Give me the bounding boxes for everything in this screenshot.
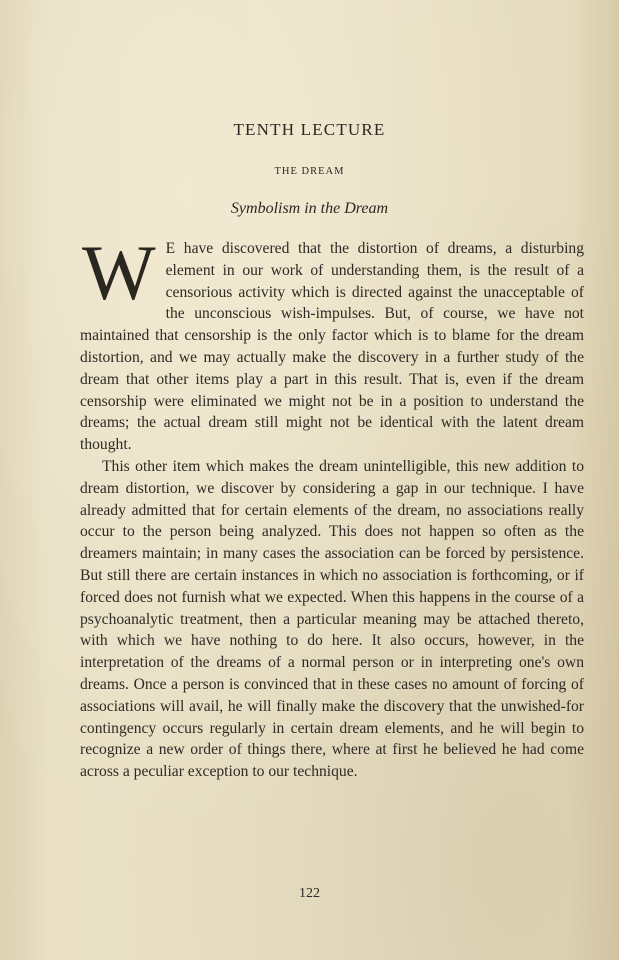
page-number: 122: [299, 886, 320, 901]
paragraph-1: [80, 229, 584, 456]
section-title: THE DREAM: [274, 166, 345, 177]
paragraph-2: This other item which makes the dream unintelligible, this new addition to dream distortion, we discover by considering a gap in our technique. I have already admitted that for certain elements of the dream, no associations really occur to the person being analyzed. This does not happen so often as the dreamers maintain; in many cases the association can be forced by persistence. But still there are certain instances in which no association is forthcoming, or if forced does not furnish what we expected. When this happens in the course of a psychoanalytic treatment, then a particular meaning may be attached thereto, with which we have nothing to do here. It also occurs, however, in the interpretation of the dreams of a normal person or in interpreting one's own dreams. Once a person is convinced that in these cases no amount of forcing of associations will avail, he will finally make the discovery that the unwished-for contingency occurs regularly in certain dream elements, and he will begin to recognize a new order of things there, where at first he believed he had come across a peculiar exception to our technique.: [80, 457, 584, 781]
body-text: [80, 229, 584, 783]
paragraph-1-text: E have discovered that the distortion of dreams, a disturbing element in our work of understanding them, is the result of a censorious activity which is directed against the unacceptable of the unconscious wish-impulses. But, of course, we have not maintained that censorship is the only factor which is to blame for the dream distortion, and we may actually make the discovery in a further study of the dream that other items play a part in this result. That is, even if the dream censorship were eliminated we might not be in a position to understand the dreams; the actual dream still might not be identical with the latent dream thought.: [80, 240, 584, 454]
chapter-title: TENTH LECTURE: [233, 120, 386, 139]
drop-cap: W: [82, 229, 156, 316]
subtitle: Symbolism in the Dream: [230, 200, 389, 217]
